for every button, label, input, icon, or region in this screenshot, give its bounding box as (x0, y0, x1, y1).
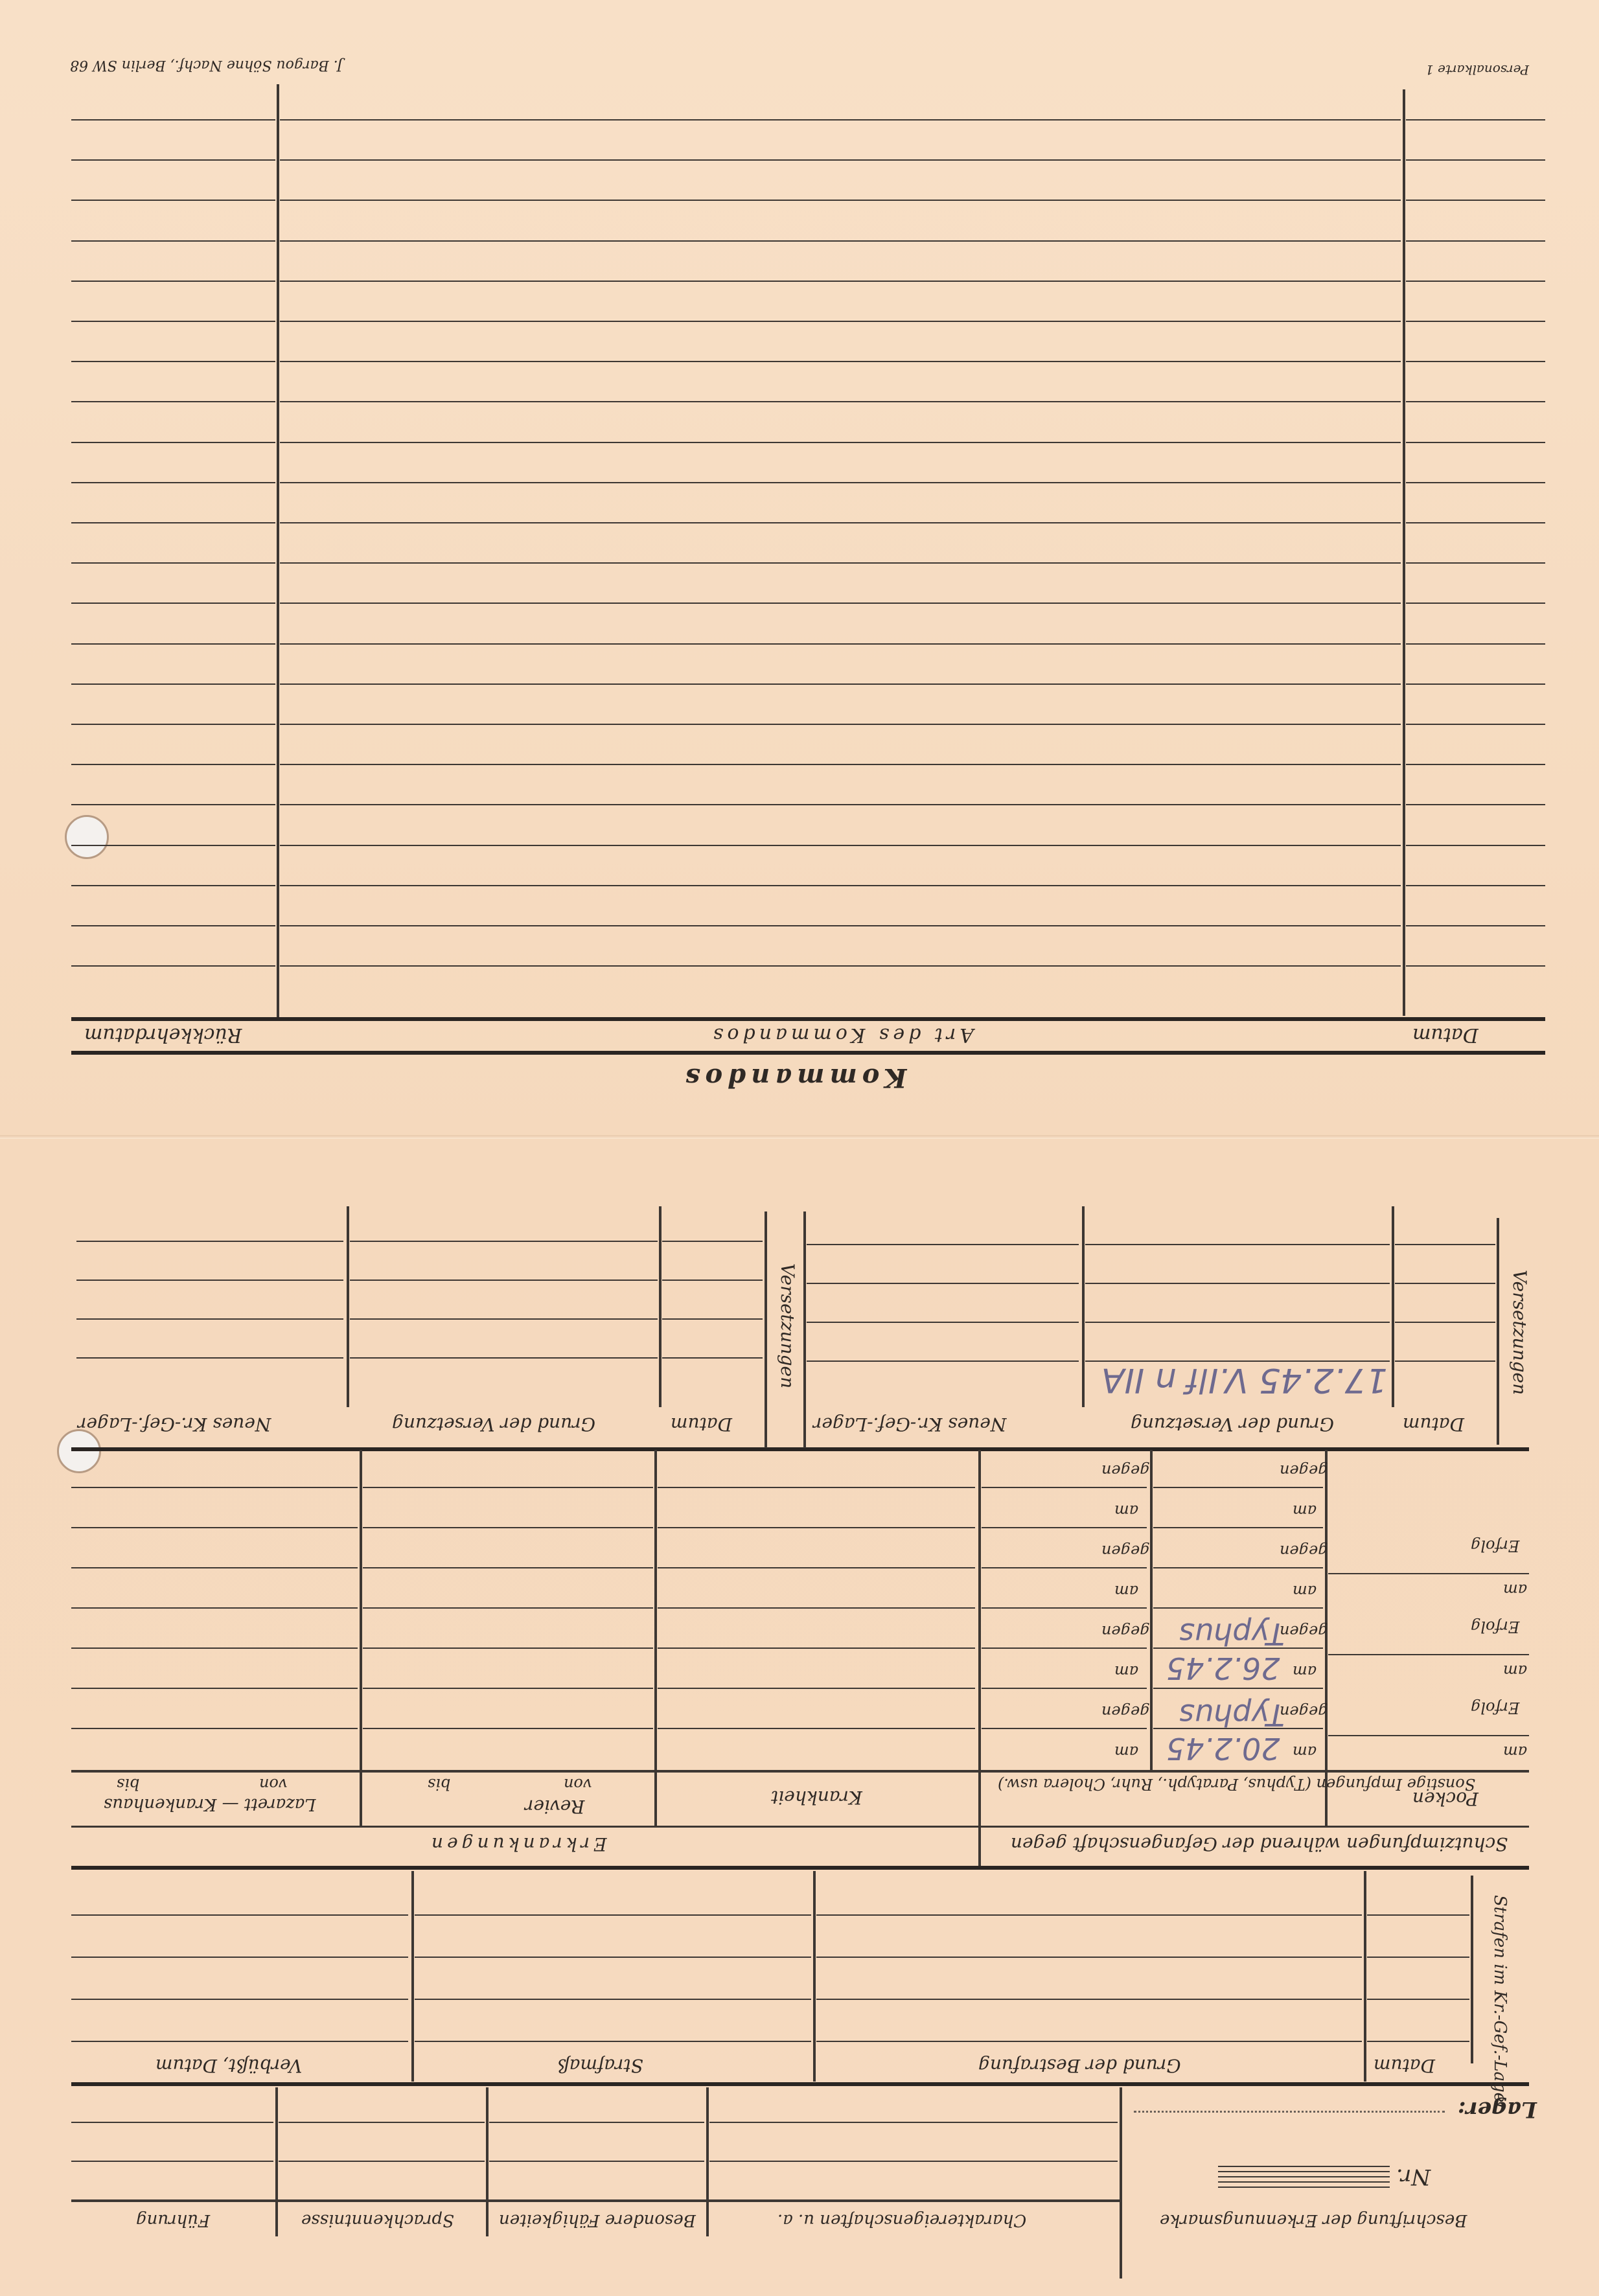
pocken-ruled-line (1328, 1735, 1529, 1736)
erkrankungen-ruled-line (71, 1688, 358, 1689)
versetzungen-ruled-line-left (350, 1241, 658, 1242)
impfungen-ruled-line (982, 1567, 1147, 1568)
kommandos-ruled-line (71, 885, 275, 886)
versetzungen-col-lager: Neues Kr.-Gef.-Lager (78, 1414, 271, 1435)
krankheit-label: Krankheit (771, 1787, 862, 1808)
strafen-ruled-line (415, 1957, 811, 1958)
strafen-ruled-line (415, 2041, 811, 2042)
kommandos-ruled-line (280, 240, 1401, 242)
erkrankungen-ruled-line (363, 1688, 653, 1689)
strafen-ruled-line (415, 1999, 811, 2000)
lager-label: Lager: (1458, 2096, 1537, 2122)
kommandos-ruled-line (71, 643, 275, 645)
impfungen-ruled-line (982, 1688, 1147, 1689)
kommandos-ruled-line (280, 361, 1401, 362)
kommandos-ruled-line (1406, 804, 1545, 805)
versetzungen-ruled-line-right (807, 1244, 1079, 1245)
versetzungen-ruled-line-left (350, 1357, 658, 1359)
versetzungen-ruled-line-right (807, 1360, 1079, 1362)
kommandos-ruled-line (71, 764, 275, 765)
kommandos-ruled-line (1406, 281, 1545, 282)
impf-gegen-label-col2: gegen (1280, 1703, 1328, 1721)
kommandos-heading: Kommandos (680, 1062, 907, 1093)
kommandos-ruled-line (71, 683, 275, 685)
versetzungen-ruled-line-right (1085, 1283, 1390, 1284)
versetzungen-label-right: Versetzungen (1509, 1270, 1530, 1395)
form-id: Personalkarte 1 (1425, 62, 1530, 78)
versetzungen-ruled-line-right (807, 1322, 1079, 1323)
erkrankungen-ruled-line (658, 1728, 975, 1729)
kommandos-ruled-line (280, 482, 1401, 483)
kommandos-ruled-line (1406, 845, 1545, 846)
versetzungen-ruled-line-left (662, 1318, 763, 1320)
bottom-ruled-line (489, 2122, 704, 2123)
kommandos-ruled-line (1406, 683, 1545, 685)
kommandos-ruled-line (280, 885, 1401, 886)
erkrankungen-ruled-line (658, 1607, 975, 1609)
kommandos-ruled-line (280, 401, 1401, 402)
bottom-ruled-line (279, 2122, 485, 2123)
punch-hole-top (65, 815, 109, 859)
kommandos-ruled-line (71, 845, 275, 846)
pocken-erfolg-label: Erfolg (1471, 1699, 1520, 1717)
lazarett-label: Lazarett — Krankenhaus (104, 1795, 316, 1814)
kommandos-ruled-line (1406, 724, 1545, 725)
kommandos-ruled-line (71, 159, 275, 161)
versetzungen-col-lager-2: Neues Kr.-Gef.-Lager (813, 1414, 1007, 1435)
erkrankungen-ruled-line (363, 1647, 653, 1649)
erkrankungen-ruled-line (71, 1728, 358, 1729)
kommandos-ruled-line (71, 321, 275, 322)
kommandos-rule-bottom (71, 1051, 1545, 1055)
erkrankungen-ruled-line (71, 1567, 358, 1568)
impf-am-label-col2: am (1293, 1743, 1317, 1761)
versetzungen-ruled-line-left (76, 1357, 343, 1359)
versetzungen-ruled-line-right (1395, 1244, 1495, 1245)
versetzungen-ruled-line-right (1395, 1322, 1495, 1323)
kommandos-ruled-line (280, 562, 1401, 564)
erkrankungen-header: Erkrankungen (428, 1833, 607, 1855)
erkrankungen-ruled-line (363, 1728, 653, 1729)
kommandos-ruled-line (1406, 965, 1545, 967)
strafen-ruled-line (1367, 2041, 1469, 2042)
strafen-ruled-line (71, 1957, 408, 1958)
printer-imprint: J. Bargou Söhne Nachf., Berlin SW 68 (70, 57, 343, 73)
kommandos-ruled-line (280, 845, 1401, 846)
handwritten-date-2: 26.2.45 (1166, 1651, 1280, 1686)
impf-gegen-label-col1: gegen (1101, 1542, 1150, 1560)
kommandos-ruled-line (71, 442, 275, 443)
kommandos-ruled-line (1406, 361, 1545, 362)
erkrankungen-ruled-line (658, 1527, 975, 1528)
erkrankungen-ruled-line (71, 1647, 358, 1649)
kommandos-ruled-line (280, 764, 1401, 765)
versetzungen-ruled-line-left (350, 1318, 658, 1320)
strafen-label: Strafen im Kr.-Gef.-Lager (1490, 1895, 1510, 2111)
erkrankungen-ruled-line (363, 1527, 653, 1528)
fuehrung-label: Führung (136, 2210, 211, 2230)
impfungen-ruled-line (982, 1607, 1147, 1609)
erkrankungen-ruled-line (363, 1487, 653, 1488)
impfungen-ruled-line (1153, 1607, 1323, 1609)
versetzungen-label-left: Versetzungen (777, 1263, 798, 1389)
strafen-ruled-line (415, 1914, 811, 1916)
strafen-col-grund: Grund der Bestrafung (978, 2055, 1181, 2076)
kommandos-ruled-line (1406, 200, 1545, 201)
lazarett-bis: bis (117, 1775, 140, 1793)
impfungen-ruled-line (982, 1647, 1147, 1649)
pocken-am-label: am (1503, 1743, 1528, 1761)
charakter-label: Charaktereigenschaften u. a. (777, 2210, 1027, 2230)
erkrankungen-ruled-line (658, 1647, 975, 1649)
versetzungen-ruled-line-right (1395, 1360, 1495, 1362)
kommandos-ruled-line (1406, 159, 1545, 161)
kommandos-ruled-line (1406, 442, 1545, 443)
kommandos-ruled-line (280, 119, 1401, 121)
impfungen-ruled-line (982, 1487, 1147, 1488)
pocken-erfolg-label: Erfolg (1471, 1537, 1520, 1555)
impf-am-label-col2: am (1293, 1502, 1317, 1520)
impfungen-header: Schutzimpfungen während der Gefangenschaft gegen (1011, 1833, 1508, 1855)
kommandos-col-art: Art des Kommandos (709, 1024, 974, 1046)
pocken-am-label: am (1503, 1662, 1528, 1680)
impf-gegen-label-col2: gegen (1280, 1542, 1328, 1560)
strafen-ruled-line (816, 1957, 1362, 1958)
kommandos-col-datum: Datum (1412, 1024, 1478, 1046)
kommandos-ruled-line (71, 562, 275, 564)
impf-am-label-col2: am (1293, 1582, 1317, 1600)
kommandos-ruled-line (71, 522, 275, 523)
kommandos-col-divider-2 (1403, 89, 1405, 1016)
erkrankungen-ruled-line (363, 1607, 653, 1609)
impfungen-ruled-line (1153, 1527, 1323, 1528)
kommandos-ruled-line (280, 965, 1401, 967)
kommandos-ruled-line (280, 643, 1401, 645)
pocken-am-label: am (1503, 1581, 1528, 1599)
kommandos-ruled-line (280, 683, 1401, 685)
impfungen-ruled-line (1153, 1567, 1323, 1568)
strafen-ruled-line (816, 1999, 1362, 2000)
handwritten-against-2: Typhus (1179, 1616, 1285, 1651)
impf-am-label-col1: am (1114, 1502, 1139, 1520)
kommandos-ruled-line (280, 281, 1401, 282)
versetzungen-ruled-line-left (76, 1241, 343, 1242)
strafen-ruled-line (1367, 1999, 1469, 2000)
versetzungen-ruled-line-left (76, 1318, 343, 1320)
kommandos-ruled-line (1406, 562, 1545, 564)
handwritten-versetzung: 17.2.45 V.Ilf n IIA (1101, 1360, 1388, 1399)
strafen-ruled-line (1367, 1914, 1469, 1916)
erkrankungen-ruled-line (658, 1487, 975, 1488)
strafen-rule (71, 2082, 1529, 2086)
handwritten-date-1: 20.2.45 (1166, 1731, 1280, 1766)
erkrankungen-ruled-line (71, 1487, 358, 1488)
kommandos-ruled-line (71, 724, 275, 725)
impf-gegen-label-col1: gegen (1101, 1462, 1150, 1480)
strafen-ruled-line (816, 1914, 1362, 1916)
lazarett-von: von (259, 1775, 288, 1793)
kommandos-ruled-line (280, 159, 1401, 161)
kommandos-ruled-line (1406, 643, 1545, 645)
kommandos-ruled-line (71, 482, 275, 483)
kommandos-ruled-line (280, 603, 1401, 604)
kommandos-ruled-line (280, 724, 1401, 725)
kommandos-ruled-line (71, 119, 275, 121)
fold-crease (0, 1135, 1599, 1139)
versetzungen-ruled-line-right (1395, 1283, 1495, 1284)
versetzungen-rule (71, 1447, 1529, 1451)
erkrankungen-ruled-line (658, 1567, 975, 1568)
versetzungen-ruled-line-left (350, 1280, 658, 1281)
pocken-ruled-line (1328, 1654, 1529, 1655)
versetzungen-ruled-line-right (1085, 1322, 1390, 1323)
kommandos-ruled-line (1406, 764, 1545, 765)
erkennungsmarke-label: Beschriftung der Erkennungsmarke (1160, 2210, 1467, 2230)
bottom-ruled-line (709, 2161, 1118, 2162)
erkrankungen-ruled-line (363, 1567, 653, 1568)
strafen-ruled-line (816, 2041, 1362, 2042)
strafen-ruled-line (1367, 1957, 1469, 1958)
handwritten-against-1: Typhus (1179, 1697, 1285, 1732)
pocken-erfolg-label: Erfolg (1471, 1618, 1520, 1636)
kommandos-ruled-line (280, 200, 1401, 201)
versetzungen-ruled-line-right (807, 1283, 1079, 1284)
strafen-ruled-line (71, 2041, 408, 2042)
sprachkenntnisse-label: Sprachkenntnisse (301, 2210, 454, 2230)
impfungen-rule (71, 1866, 1529, 1870)
impf-gegen-label-col2: gegen (1280, 1462, 1328, 1480)
impf-am-label-col1: am (1114, 1743, 1139, 1761)
impf-am-label-col1: am (1114, 1662, 1139, 1681)
strafen-col-verbuesst: Verbüßt, Datum (155, 2055, 303, 2076)
versetzungen-col-grund-2: Grund der Versetzung (1131, 1414, 1334, 1435)
versetzungen-col-datum-2: Datum (1403, 1414, 1464, 1435)
versetzungen-ruled-line-right (1085, 1244, 1390, 1245)
revier-von: von (564, 1775, 592, 1793)
versetzungen-col-datum: Datum (671, 1414, 732, 1435)
kommandos-ruled-line (1406, 119, 1545, 121)
impfungen-ruled-line (982, 1728, 1147, 1729)
kommandos-ruled-line (1406, 925, 1545, 926)
impf-gegen-label-col2: gegen (1280, 1622, 1328, 1640)
versetzungen-ruled-line-left (662, 1357, 763, 1359)
kommandos-col-rueckkehr: Rückkehrdatum (84, 1024, 242, 1046)
bottom-ruled-line (709, 2122, 1118, 2123)
bottom-ruled-line (489, 2161, 704, 2162)
impfungen-ruled-line (1153, 1688, 1323, 1689)
versetzungen-col-grund: Grund der Versetzung (392, 1414, 595, 1435)
versetzungen-ruled-line-left (662, 1241, 763, 1242)
kommandos-ruled-line (1406, 522, 1545, 523)
kommandos-ruled-line (71, 925, 275, 926)
strafen-ruled-line (71, 1999, 408, 2000)
erkennungsmarke-box (1218, 2166, 1390, 2192)
erkrankungen-ruled-line (71, 1607, 358, 1609)
impf-gegen-label-col1: gegen (1101, 1703, 1150, 1721)
kommandos-ruled-line (1406, 321, 1545, 322)
kommandos-ruled-line (1406, 885, 1545, 886)
bottom-ruled-line (71, 2161, 273, 2162)
nr-label: Nr. (1396, 2164, 1431, 2190)
kommandos-ruled-line (280, 804, 1401, 805)
versetzungen-ruled-line-left (662, 1280, 763, 1281)
strafen-col-datum: Datum (1374, 2055, 1435, 2076)
kommandos-ruled-line (1406, 240, 1545, 242)
impfungen-ruled-line (1153, 1487, 1323, 1488)
kommandos-rule (71, 1017, 1545, 1021)
kommandos-ruled-line (1406, 401, 1545, 402)
kommandos-ruled-line (71, 603, 275, 604)
kommandos-ruled-line (71, 965, 275, 967)
erkrankungen-ruled-line (71, 1527, 358, 1528)
kommandos-ruled-line (280, 442, 1401, 443)
faehigkeiten-label: Besondere Fähigkeiten (499, 2210, 696, 2230)
strafen-ruled-line (71, 1914, 408, 1916)
kommandos-ruled-line (71, 401, 275, 402)
kommandos-ruled-line (71, 281, 275, 282)
kommandos-ruled-line (71, 804, 275, 805)
kommandos-ruled-line (280, 522, 1401, 523)
erkrankungen-ruled-line (658, 1688, 975, 1689)
kommandos-ruled-line (71, 361, 275, 362)
impf-am-label-col1: am (1114, 1582, 1139, 1600)
kommandos-ruled-line (280, 925, 1401, 926)
kommandos-ruled-line (1406, 603, 1545, 604)
kommandos-col-divider-1 (277, 84, 279, 1017)
impfungen-ruled-line (982, 1527, 1147, 1528)
versetzungen-ruled-line-left (76, 1280, 343, 1281)
strafen-col-strafmass: Strafmaß (557, 2055, 643, 2076)
bottom-ruled-line (71, 2122, 273, 2123)
kommandos-ruled-line (1406, 482, 1545, 483)
kommandos-ruled-line (280, 321, 1401, 322)
pocken-ruled-line (1328, 1573, 1529, 1574)
kommandos-ruled-line (71, 240, 275, 242)
bottom-ruled-line (279, 2161, 485, 2162)
impf-gegen-label-col1: gegen (1101, 1622, 1150, 1640)
impf-am-label-col2: am (1293, 1662, 1317, 1681)
punch-hole-bottom (57, 1429, 101, 1473)
revier-label: Revier (525, 1796, 585, 1817)
kommandos-ruled-line (71, 200, 275, 201)
pocken-label: Pocken (1412, 1788, 1478, 1809)
revier-bis: bis (428, 1775, 451, 1793)
sonstige-label: Sonstige Impfungen (Typhus, Paratyph., Ruhr, Cholera usw.) (998, 1775, 1476, 1793)
